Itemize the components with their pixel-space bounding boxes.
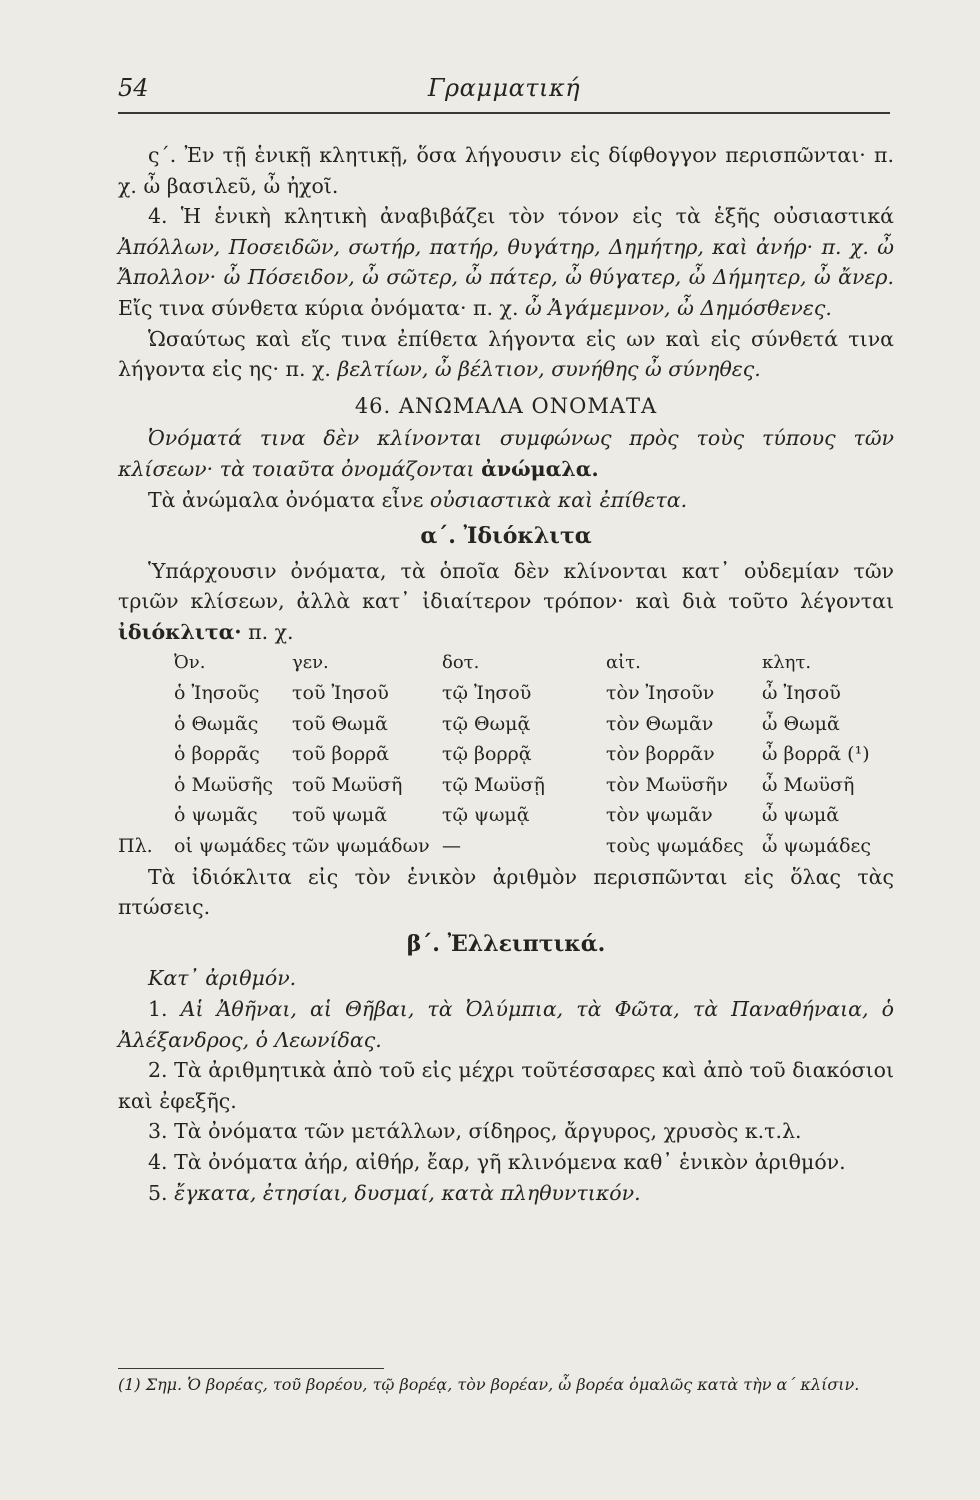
page-number: 54 [118, 74, 149, 102]
text: Τὰ ἀνώμαλα ὀνόματα εἶνε [148, 487, 424, 512]
paragraph-idioklita [118, 556, 894, 648]
paragraph-idioklita-accent [118, 862, 894, 923]
column-header: αἰτ. [606, 651, 641, 673]
table-cell: ὁ Μωϋσῆς [174, 773, 273, 796]
text: 4. Ἡ ἑνικὴ κλητικὴ ἀναβιβάζει τὸν τόνον εἰς τὰ ἑξῆς οὐσιαστικά [148, 204, 894, 229]
paragraph-anomalous-kinds [118, 485, 894, 516]
list-item [118, 1178, 894, 1209]
table-cell: Πλ. [118, 835, 153, 858]
table-cell: τοῦ Θωμᾶ [292, 712, 388, 735]
table-cell [118, 648, 174, 679]
list-number: 5. [148, 1180, 168, 1205]
table-cell: τὸν Ἰησοῦν [606, 682, 715, 705]
table-cell: τὸν Θωμᾶν [606, 712, 714, 735]
term-bold: ἀνώμαλα. [481, 456, 599, 481]
paragraph-vocative-diphthong [118, 140, 894, 201]
list-item [118, 1055, 894, 1116]
table-row [118, 831, 894, 862]
text: Εἴς τινα σύνθετα κύρια ὀνόματα· π. χ. [118, 295, 519, 320]
text: π. χ. [248, 619, 294, 644]
list-number: 4. [148, 1150, 168, 1174]
table-cell [118, 770, 174, 801]
table-cell: τὸν βορρᾶν [606, 743, 715, 766]
table-cell: τῷ βορρᾷ [442, 743, 532, 766]
table-cell: ὁ βορρᾶς [174, 743, 260, 766]
table-cell: τοῦ ψωμᾶ [292, 804, 388, 827]
table-row [118, 739, 894, 770]
list-text: Τὰ ὀνόματα ἀήρ, αἰθήρ, ἔαρ, γῆ κλινόμενα καθ᾽ ἑνικὸν ἀριθμόν. [174, 1150, 846, 1174]
text: Τὰ ἰδιόκλιτα εἰς τὸν ἑνικὸν ἀριθμὸν περισπῶνται εἰς ὅλας τὰς πτώσεις. [118, 864, 894, 920]
table-row [118, 678, 894, 709]
term-bold: ἰδιόκλιτα· [118, 619, 242, 644]
list-item [118, 994, 894, 1055]
section-heading: 46. ΑΝΩΜΑΛΑ ΟΝΟΜΑΤΑ [354, 393, 658, 418]
table-cell: τῶν ψωμάδων [292, 835, 430, 858]
column-header: κλητ. [762, 651, 812, 673]
running-title: Γραμματική [427, 74, 581, 102]
table-row [118, 800, 894, 831]
text: Ὡσαύτως καὶ εἴς τινα ἐπίθετα λήγοντα εἰς ων καὶ εἰς σύνθετά τινα λήγοντα εἰς ης· π. χ. [118, 326, 894, 382]
footnote: (1) Σημ. Ὁ βορέας, τοῦ βορέου, τῷ βορέᾳ, τὸν βορέαν, ὦ βορέα ὁμαλῶς κατὰ τὴν α΄ κλίσιν. [118, 1375, 860, 1394]
text-italic: Ὀνόματά τινα δὲν κλίνονται συμφώνως πρὸς τοὺς τύπους τῶν κλίσεων· τὰ τοιαῦτα ὀνομάζονται [118, 426, 894, 481]
text: Ὑπάρχουσιν ὀνόματα, τὰ ὁποῖα δὲν κλίνονται κατ᾽ οὐδεμίαν τῶν τριῶν κλίσεων, ἀλλὰ κατ᾽ ἰδιαίτερον τρόπον· καὶ διὰ τοῦτο λέγονται [118, 558, 894, 614]
list-number: 1. [148, 997, 168, 1022]
footnote-rule [118, 1368, 384, 1369]
list-number: 3. [148, 1119, 168, 1144]
list-number: 2. [148, 1058, 168, 1083]
table-row [118, 709, 894, 740]
column-header: δοτ. [442, 651, 480, 673]
text: ς΄. Ἐν τῇ ἑνικῇ κλητικῇ, ὅσα λήγουσιν εἰς δίφθογγον περισπῶνται· π. χ. ὦ βασιλεῦ, ὦ ἠχοῖ. [118, 143, 894, 198]
list-text: ἔγκατα, ἐτησίαι, δυσμαί, κατὰ πληθυντικόν. [174, 1180, 641, 1205]
table-cell: τὸν Μωϋσῆν [606, 773, 728, 796]
list-text: Αἱ Ἀθῆναι, αἱ Θῆβαι, τὰ Ὀλύμπια, τὰ Φῶτα, τὰ Παναθήναια, ὁ Ἀλέξανδρος, ὁ Λεωνίδας. [118, 997, 894, 1052]
table-cell: τοῦ Ἰησοῦ [292, 682, 389, 705]
table-cell: ὁ Θωμᾶς [174, 712, 259, 735]
table-cell: τοῦ βορρᾶ [292, 743, 390, 766]
paragraph-lead: Κατ᾽ ἀριθμόν. [148, 966, 297, 991]
text-italic: Ἀπόλλων, Ποσειδῶν, σωτήρ, πατήρ, θυγάτηρ, Δημήτηρ, καὶ ἀνήρ· π. χ. ὦ Ἄπολλον· ὦ Πόσειδον, ὦ σῶτερ, ὦ πάτερ, ὦ θύγατερ, ὦ Δήμητερ, ὦ ἄνερ. [118, 234, 894, 290]
declension-table [118, 648, 894, 862]
table-cell: — [442, 835, 461, 858]
table-header-row [118, 648, 894, 679]
table-cell: ὦ Ἰησοῦ [762, 682, 841, 705]
list-item [118, 1147, 894, 1178]
paragraph-vocative-accent [118, 201, 894, 323]
column-header: γεν. [292, 651, 329, 673]
table-cell: τοῦ Μωϋσῆ [292, 773, 403, 796]
table-cell: ὦ ψωμάδες [762, 835, 872, 858]
text-italic: βελτίων, ὦ βέλτιον, συνήθης ὦ σύνηθες. [337, 357, 761, 382]
table-cell: τὸν ψωμᾶν [606, 804, 713, 827]
table-cell: ὁ Ἰησοῦς [174, 682, 260, 705]
text-italic: οὐσιαστικὰ καὶ ἐπίθετα. [429, 487, 688, 512]
table-cell: ὁ ψωμᾶς [174, 804, 258, 827]
text-italic: ὦ Ἀγάμεμνον, ὦ Δημόσθενες. [525, 295, 832, 320]
table-row [118, 770, 894, 801]
header-rule [118, 112, 890, 114]
page-body [118, 140, 894, 1208]
table-cell: ὦ βορρᾶ (¹) [762, 743, 870, 766]
column-header: Ὀν. [174, 651, 206, 673]
subsection-heading-elleiptika: β΄. Ἐλλειπτικά. [406, 930, 606, 957]
table-cell [118, 678, 174, 709]
table-cell: ὦ Θωμᾶ [762, 712, 840, 735]
table-cell: οἱ ψωμάδες [174, 835, 287, 858]
list-text: Τὰ ὀνόματα τῶν μετάλλων, σίδηρος, ἄργυρος, χρυσὸς κ.τ.λ. [174, 1119, 802, 1144]
table-cell [118, 800, 174, 831]
paragraph-anomalous-intro [118, 423, 894, 484]
table-cell: τῷ Μωϋσῇ [442, 773, 545, 796]
table-cell: τοὺς ψωμάδες [606, 835, 744, 858]
table-cell [118, 709, 174, 740]
table-cell: ὦ Μωϋσῆ [762, 773, 855, 796]
table-cell [118, 739, 174, 770]
table-cell: τῷ Θωμᾷ [442, 712, 531, 735]
paragraph-adjectives [118, 324, 894, 385]
list-text: Τὰ ἀριθμητικὰ ἀπὸ τοῦ εἰς μέχρι τοῦτέσσαρες καὶ ἀπὸ τοῦ διακόσιοι καὶ ἐφεξῆς. [118, 1058, 894, 1113]
table-cell: τῷ ψωμᾷ [442, 804, 530, 827]
subsection-heading-idioklita: α΄. Ἰδιόκλιτα [420, 523, 592, 550]
list-item [118, 1116, 894, 1147]
table-cell: τῷ Ἰησοῦ [442, 682, 532, 705]
table-cell: ὦ ψωμᾶ [762, 804, 840, 827]
page-header [118, 74, 890, 108]
